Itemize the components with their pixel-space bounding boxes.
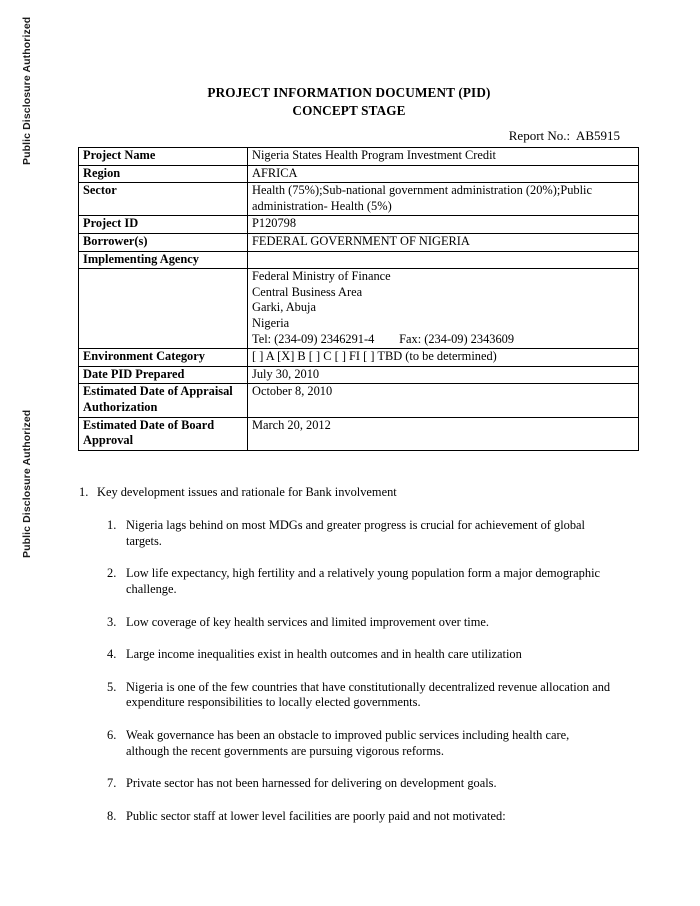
table-row (79, 251, 639, 269)
list-item (78, 615, 620, 631)
table-row (79, 366, 639, 384)
document-body (78, 0, 620, 841)
row-label-borrowers: Borrower(s) (79, 233, 248, 251)
outline-section-heading (78, 485, 620, 501)
row-value-implementing-agency (248, 251, 639, 269)
table-row (79, 183, 639, 216)
row-label-sector: Sector (79, 183, 248, 216)
address-line-city: Garki, Abuja (252, 300, 317, 315)
list-item-number: 6. (107, 728, 117, 743)
table-row (79, 165, 639, 183)
list-item (78, 680, 620, 711)
row-value-project-name: Nigeria States Health Program Investment Credit (248, 148, 639, 166)
outline-section-number: 1. (79, 484, 89, 499)
row-value-date-pid-prepared: July 30, 2010 (248, 366, 639, 384)
table-row (79, 384, 639, 417)
list-item-number: 5. (107, 679, 117, 694)
row-label-region: Region (79, 165, 248, 183)
list-item-number: 7. (107, 776, 117, 791)
outline-section-title: Key development issues and rationale for Bank involvement (97, 484, 397, 499)
row-value-environment-category: [ ] A [X] B [ ] C [ ] FI [ ] TBD (to be determined) (248, 349, 639, 367)
row-value-appraisal-authorization: October 8, 2010 (248, 384, 639, 417)
table-row-agency-address (79, 269, 639, 349)
list-item-text: Low life expectancy, high fertility and a relatively young population form a major demographic challenge. (126, 566, 601, 597)
table-row (79, 417, 639, 450)
list-item (78, 728, 620, 759)
disclosure-stamp-top: Public Disclosure Authorized (21, 16, 33, 165)
row-label-project-id: Project ID (79, 216, 248, 234)
list-item (78, 776, 620, 792)
outline-sublist (78, 518, 620, 824)
list-item-number: 1. (107, 518, 117, 533)
address-line-ministry: Federal Ministry of Finance (252, 269, 391, 284)
row-label-appraisal-authorization: Estimated Date of Appraisal Authorization (79, 384, 248, 417)
list-item-number: 4. (107, 647, 117, 662)
list-item-number: 8. (107, 808, 117, 823)
row-label-implementing-agency: Implementing Agency (79, 251, 248, 269)
project-information-table (78, 147, 639, 451)
address-line-tel-fax: Tel: (234-09) 2346291-4 Fax: (234-09) 2343609 (252, 331, 515, 346)
list-item-text: Low coverage of key health services and limited improvement over time. (126, 614, 489, 629)
row-value-board-approval: March 20, 2012 (248, 417, 639, 450)
row-value-sector: Health (75%);Sub-national government administration (20%);Public administration- Health (5%) (248, 183, 639, 216)
list-item (78, 809, 620, 825)
title-line-primary: PROJECT INFORMATION DOCUMENT (PID) (207, 85, 491, 100)
row-label-date-pid-prepared: Date PID Prepared (79, 366, 248, 384)
list-item-text: Public sector staff at lower level facilities are poorly paid and not motivated: (126, 808, 506, 823)
row-label-agency-address-empty (79, 269, 248, 349)
list-item-text: Large income inequalities exist in health outcomes and in health care utilization (126, 647, 522, 662)
table-row (79, 148, 639, 166)
list-item-text: Nigeria is one of the few countries that have constitutionally decentralized revenue allocation and expenditure responsibilities to locally elected governments. (126, 679, 611, 710)
outline-section (78, 485, 620, 825)
list-item-text: Weak governance has been an obstacle to improved public services including health care, although the recent governments are pursuing vigorous reforms. (126, 728, 570, 758)
row-label-environment-category: Environment Category (79, 349, 248, 367)
report-number: Report No.: AB5915 (508, 128, 620, 143)
row-value-region: AFRICA (248, 165, 639, 183)
list-item-number: 3. (107, 614, 117, 629)
row-label-board-approval: Estimated Date of Board Approval (79, 417, 248, 450)
row-label-project-name: Project Name (79, 148, 248, 166)
address-line-country: Nigeria (252, 315, 290, 330)
table-row (79, 233, 639, 251)
table-row (79, 216, 639, 234)
title-line-secondary: CONCEPT STAGE (292, 103, 406, 118)
row-value-borrowers: FEDERAL GOVERNMENT OF NIGERIA (248, 233, 639, 251)
address-line-district: Central Business Area (252, 284, 363, 299)
disclosure-stamp-bottom: Public Disclosure Authorized (21, 409, 33, 558)
row-value-project-id: P120798 (248, 216, 639, 234)
list-item (78, 566, 620, 597)
list-item (78, 518, 620, 549)
table-row (79, 349, 639, 367)
row-value-agency-address (248, 269, 639, 349)
list-item (78, 647, 620, 663)
list-item-text: Private sector has not been harnessed for delivering on development goals. (126, 776, 497, 791)
list-item-number: 2. (107, 566, 117, 581)
list-item-text: Nigeria lags behind on most MDGs and greater progress is crucial for achievement of global targets. (126, 518, 586, 548)
document-title (78, 84, 620, 119)
